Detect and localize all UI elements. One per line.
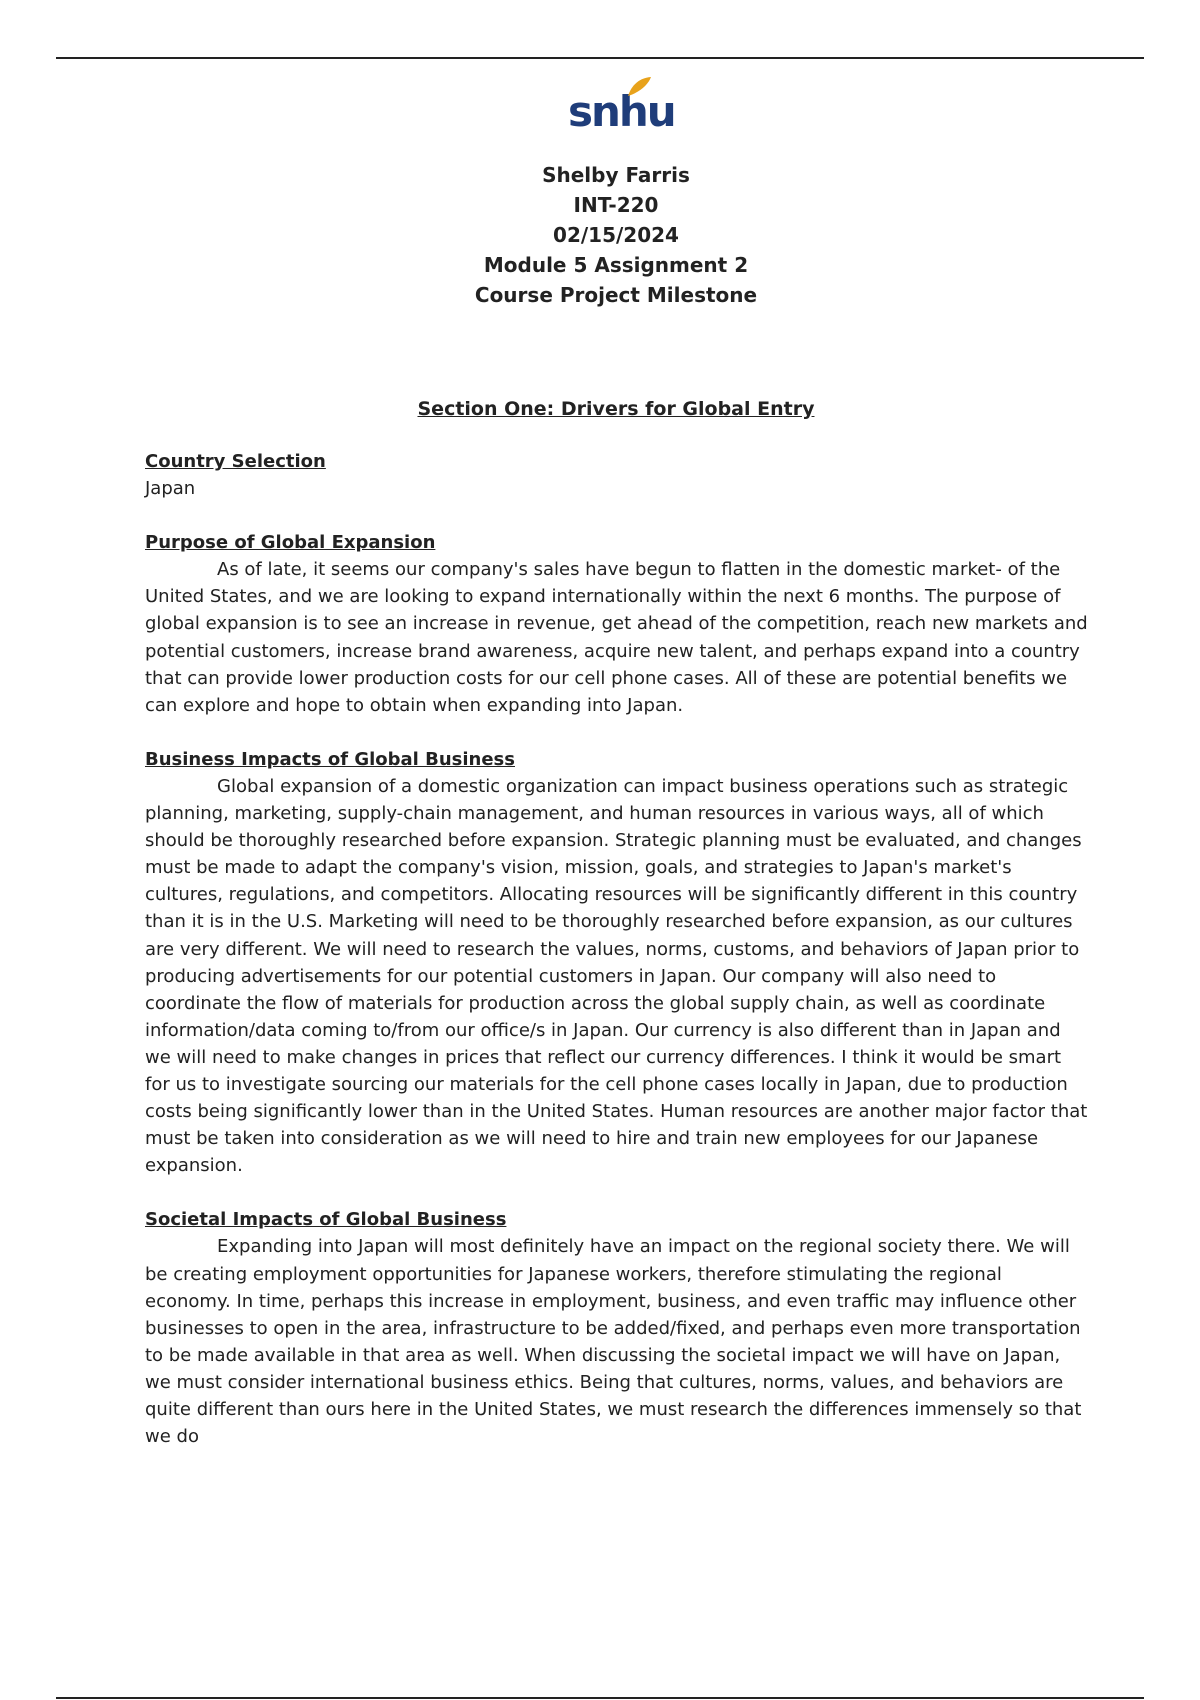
course-code: INT-220 — [573, 193, 659, 217]
document-title: Course Project Milestone — [474, 283, 758, 307]
author-name: Shelby Farris — [542, 163, 690, 187]
purpose-heading: Purpose of Global Expansion — [145, 532, 436, 554]
title-block — [0, 160, 1200, 310]
document-body — [145, 448, 1090, 1450]
societal-impacts-paragraph: Expanding into Japan will most definitely have an impact on the regional society there. We will be creating employment opportunities for Japanese workers, therefore stimulating the regional economy. In time, perhaps this increase in employment, business, and even traffic may influence other businesses to open in the area, infrastructure to be added/fixed, and perhaps even more transportation to be made available in that area as well. When discussing the societal impact we will have on Japan, we must consider international business ethics. Being that cultures, norms, values, and behaviors are quite different than ours here in the United States, we must research the differences immensely so that we do — [145, 1236, 1082, 1448]
bottom-rule — [56, 1697, 1144, 1699]
societal-impacts-heading: Societal Impacts of Global Business — [145, 1209, 507, 1231]
business-impacts-heading: Business Impacts of Global Business — [145, 748, 515, 770]
top-rule — [56, 57, 1144, 59]
business-impacts-paragraph: Global expansion of a domestic organization can impact business operations such as strategic planning, marketing, supply-chain management, and human resources in various ways, all of which should be thoroughly researched before expansion. Strategic planning must be evaluated, and changes must be made to adapt the company's vision, mission, goals, and strategies to Japan's market's cultures, regulations, and competitors. Allocating resources will be significantly different in this country than it is in the U.S. Marketing will need to be thoroughly researched before expansion, as our cultures are very different. We will need to research the values, norms, customs, and behaviors of Japan prior to producing advertisements for our potential customers in Japan. Our company will also need to coordinate the flow of materials for production across the global supply chain, as well as coordinate information/data coming to/from our office/s in Japan. Our currency is also different than in Japan and we will need to make changes in prices that reflect our currency differences. I think it would be smart for us to investigate sourcing our materials for the cell phone cases locally in Japan, due to production costs being significantly lower than in the United States. Human resources are another major factor that must be taken into consideration as we will need to hire and train new employees for our Japanese expansion. — [145, 775, 1088, 1177]
section-title: Section One: Drivers for Global Entry — [417, 398, 815, 420]
leaf-icon — [626, 76, 652, 98]
country-selection-heading: Country Selection — [145, 451, 326, 472]
assignment-date: 02/15/2024 — [553, 223, 679, 247]
country-selection-value: Japan — [145, 478, 196, 500]
assignment-name: Module 5 Assignment 2 — [483, 253, 749, 277]
snhu-logo — [568, 76, 675, 138]
logo-text: snhu — [568, 87, 675, 136]
purpose-paragraph: As of late, it seems our company's sales have begun to flatten in the domestic market- of the United States, and we are looking to expand internationally within the next 6 months. The purpose of global expansion is to see an increase in revenue, get ahead of the competition, reach new markets and potential customers, increase brand awareness, acquire new talent, and perhaps expand into a country that can provide lower production costs for our cell phone cases. All of these are potential benefits we can explore and hope to obtain when expanding into Japan. — [145, 559, 1088, 716]
